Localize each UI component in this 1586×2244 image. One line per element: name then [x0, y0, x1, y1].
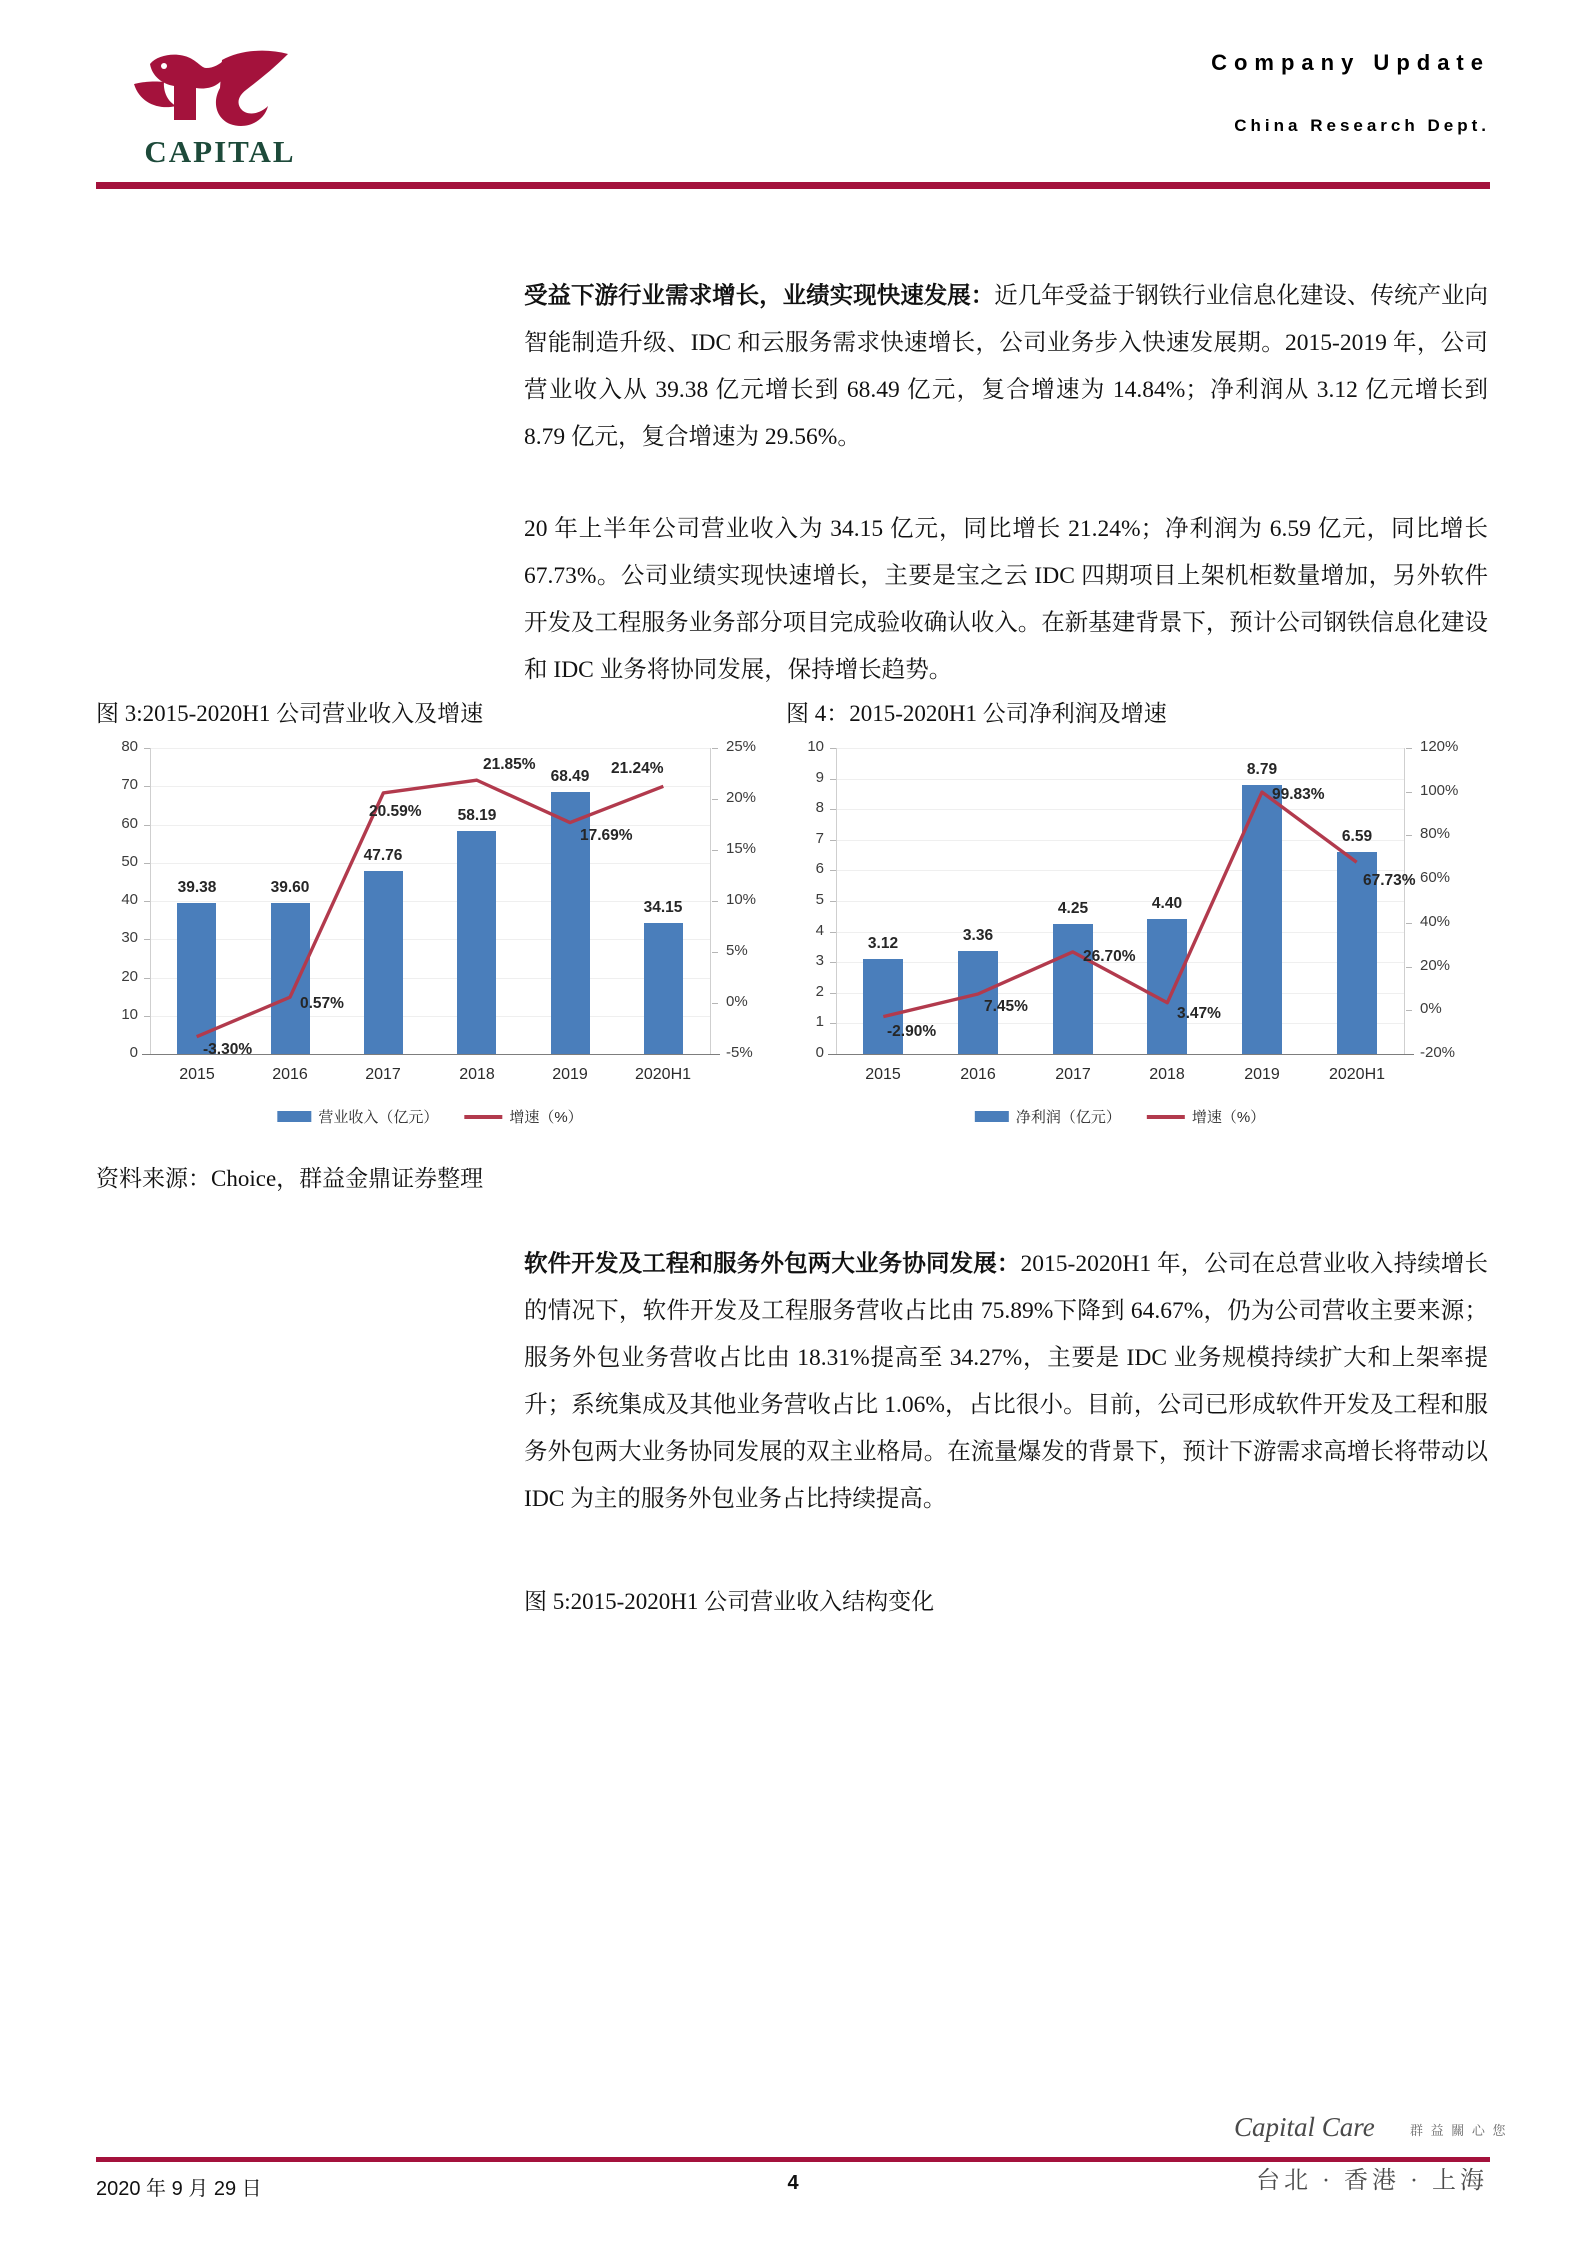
y2-axis-tick [712, 748, 718, 749]
paragraph-1 [524, 272, 1488, 461]
footer-logo-cn-small: 群 益 關 心 您 [1410, 2123, 1508, 2138]
line-value-label-2016: 7.45% [984, 998, 1028, 1015]
y-axis-tick-label: 30 [121, 929, 138, 946]
y-axis-tick-label: 80 [121, 738, 138, 755]
y2-axis-tick [712, 799, 718, 800]
grid-line [150, 1016, 710, 1017]
legend-item-line[interactable] [464, 1106, 582, 1127]
paragraph-block-3 [524, 1240, 1488, 1523]
legend-bar-swatch-icon [277, 1111, 311, 1122]
y2-axis-tick-label: 5% [726, 942, 748, 959]
y2-axis-tick [1406, 748, 1412, 749]
paragraph-1-text: 近几年受益于钢铁行业信息化建设、传统产业向智能制造升级、IDC 和云服务需求快速增长，公司业务步入快速发展期。2015-2019 年，公司营业收入从 39.38 亿元增长到 68.49 亿元，复合增速为 14.84%；净利润从 3.12 亿元增长到 8.79 亿元，复合增速为 29.56%。 [524, 283, 1488, 450]
paragraph-3-lead: 软件开发及工程和服务外包两大业务协同发展： [524, 1250, 1021, 1276]
x-axis-tick-label-2018: 2018 [1149, 1066, 1185, 1083]
footer-logo-cities: 台北 · 香港 · 上海 [1256, 2168, 1488, 2194]
grid-line [836, 748, 1404, 749]
chart-legend [277, 1106, 582, 1127]
y2-axis-tick-label: 15% [726, 840, 757, 857]
y2-axis-line [710, 748, 711, 1054]
y2-axis-tick [1406, 923, 1412, 924]
line-value-label-2020H1: 21.24% [611, 760, 664, 777]
line-value-label-2018: 3.47% [1177, 1005, 1221, 1022]
page-header [96, 28, 1490, 178]
bar-value-label-2018: 58.19 [457, 807, 497, 824]
y2-axis-tick-label: 25% [726, 738, 757, 755]
grid-line [150, 939, 710, 940]
legend-line-swatch-icon [464, 1115, 502, 1119]
grid-line [150, 978, 710, 979]
legend-label: 净利润（亿元） [1015, 1109, 1121, 1126]
y-axis-tick-label: 3 [815, 952, 824, 969]
y2-axis-tick-label: 10% [726, 891, 757, 908]
footer-page-number: 4 [787, 2172, 799, 2194]
bar-value-label-2015: 39.38 [177, 879, 217, 896]
y2-axis-tick [712, 952, 718, 953]
y2-axis-tick [712, 901, 718, 902]
figure-4-netprofit-growth-chart [794, 726, 1484, 1146]
header-divider [96, 182, 1490, 189]
x-axis-tick-label-2015: 2015 [865, 1066, 901, 1083]
grid-line [150, 863, 710, 864]
figure-5-title: 图 5:2015-2020H1 公司营业收入结构变化 [524, 1589, 935, 1614]
grid-line [150, 748, 710, 749]
grid-line [150, 786, 710, 787]
paragraph-block-2 [524, 506, 1488, 694]
y-axis-tick-label: 1 [815, 1013, 824, 1030]
y2-axis-tick [1406, 835, 1412, 836]
bar-value-label-2017: 4.25 [1057, 900, 1089, 917]
bar-2017 [364, 871, 403, 1054]
x-axis-tick-label-2016: 2016 [272, 1066, 308, 1083]
x-axis-tick-label-2017: 2017 [365, 1066, 401, 1083]
y-axis-tick-label: 9 [815, 769, 824, 786]
y-axis-tick-label: 5 [815, 891, 824, 908]
grid-line [150, 825, 710, 826]
footer-logo-en: Capital Care [1234, 2112, 1375, 2142]
grid-line [836, 779, 1404, 780]
source-note: 资料来源：Choice，群益金鼎证券整理 [96, 1166, 484, 1191]
y-axis-tick-label: 0 [815, 1044, 824, 1061]
y-axis-tick-label: 4 [815, 922, 824, 939]
y2-axis-tick-label: 60% [1420, 869, 1451, 886]
legend-line-swatch-icon [1147, 1115, 1185, 1119]
y-axis-tick-label: 0 [129, 1044, 138, 1061]
paragraph-2 [524, 506, 1488, 694]
y-axis-tick-label: 40 [121, 891, 138, 908]
line-value-label-2016: 0.57% [300, 995, 344, 1012]
y-axis-line [150, 748, 151, 1054]
legend-item-bar[interactable] [975, 1106, 1121, 1127]
legend-item-bar[interactable] [277, 1106, 438, 1127]
grid-line [836, 809, 1404, 810]
line-value-label-2020H1: 67.73% [1363, 872, 1416, 889]
bar-value-label-2016: 39.60 [270, 879, 310, 896]
y-axis-tick-label: 20 [121, 968, 138, 985]
grid-line [836, 993, 1404, 994]
x-axis-tick-label-2015: 2015 [179, 1066, 215, 1083]
line-value-label-2019: 17.69% [580, 827, 633, 844]
x-axis-tick-label-2020H1: 2020H1 [1328, 1066, 1386, 1083]
line-value-label-2017: 20.59% [369, 803, 422, 820]
x-axis-tick-label-2018: 2018 [459, 1066, 495, 1083]
line-value-label-2018: 21.85% [483, 756, 536, 773]
capital-care-footer-logo [1234, 2112, 1508, 2216]
bar-2019 [1242, 785, 1282, 1054]
figure-4-title: 图 4：2015-2020H1 公司净利润及增速 [786, 701, 1167, 726]
legend-label: 营业收入（亿元） [318, 1109, 439, 1126]
grid-line [836, 840, 1404, 841]
bar-value-label-2016: 3.36 [962, 927, 994, 944]
bar-2016 [271, 903, 310, 1054]
bar-value-label-2015: 3.12 [867, 935, 899, 952]
line-value-label-2017: 26.70% [1083, 948, 1136, 965]
header-subtitle: China Research Dept. [1234, 116, 1490, 135]
bar-2015 [177, 903, 216, 1054]
bar-value-label-2017: 47.76 [363, 847, 403, 864]
eagle-logo-icon [120, 46, 320, 138]
x-axis-tick-label-2017: 2017 [1055, 1066, 1091, 1083]
y-axis-tick-label: 70 [121, 776, 138, 793]
figure-3-revenue-growth-chart [104, 726, 774, 1146]
paragraph-3 [524, 1240, 1488, 1523]
grid-line [836, 870, 1404, 871]
bar-value-label-2018: 4.40 [1151, 895, 1183, 912]
bar-value-label-2020H1: 34.15 [643, 899, 683, 916]
y2-axis-tick [712, 850, 718, 851]
capital-logo [120, 46, 330, 176]
y2-axis-tick-label: 20% [726, 789, 757, 806]
bar-2020H1 [644, 923, 683, 1054]
y2-axis-tick-label: 120% [1420, 738, 1459, 755]
y2-axis-tick [712, 1003, 718, 1004]
y2-axis-tick-label: 20% [1420, 957, 1451, 974]
x-axis-tick-label-2016: 2016 [960, 1066, 996, 1083]
y-axis-tick-label: 2 [815, 983, 824, 1000]
bar-value-label-2020H1: 6.59 [1341, 828, 1373, 845]
line-value-label-2015: -2.90% [887, 1023, 937, 1040]
y-axis-tick-label: 7 [815, 830, 824, 847]
x-axis-tick-label-2020H1: 2020H1 [634, 1066, 692, 1083]
x-axis-tick-label-2019: 2019 [552, 1066, 588, 1083]
paragraph-block-1 [524, 272, 1488, 461]
y2-axis-tick-label: 80% [1420, 825, 1451, 842]
chart-legend [975, 1106, 1265, 1127]
y-axis-line [836, 748, 837, 1054]
y-axis-tick-label: 50 [121, 853, 138, 870]
line-value-label-2019: 99.83% [1272, 786, 1325, 803]
bar-value-label-2019: 8.79 [1246, 761, 1278, 778]
y2-axis-tick [1406, 1010, 1412, 1011]
x-axis-line [828, 1054, 1414, 1055]
y2-axis-tick [1406, 967, 1412, 968]
grid-line [836, 901, 1404, 902]
figure-3-title: 图 3:2015-2020H1 公司营业收入及增速 [96, 701, 484, 726]
header-title: Company Update [1211, 50, 1490, 75]
y2-axis-tick-label: 40% [1420, 913, 1451, 930]
paragraph-2-text: 20 年上半年公司营业收入为 34.15 亿元，同比增长 21.24%；净利润为 6.59 亿元，同比增长 67.73%。公司业绩实现快速增长，主要是宝之云 IDC 四期项目上架机柜数量增加，另外软件开发及工程服务业务部分项目完成验收确认收入。在新基建背景下，预计公司钢铁信息化建设和 IDC 业务将协同发展，保持增长趋势。 [524, 516, 1488, 683]
grid-line [836, 932, 1404, 933]
y2-axis-tick-label: -5% [726, 1044, 753, 1061]
y2-axis-tick-label: 100% [1420, 782, 1459, 799]
y-axis-tick-label: 10 [807, 738, 824, 755]
legend-bar-swatch-icon [975, 1111, 1009, 1122]
capital-logo-wordmark: CAPITAL [144, 134, 296, 169]
bar-2018 [457, 831, 496, 1054]
line-value-label-2015: -3.30% [203, 1041, 253, 1058]
grid-line [150, 901, 710, 902]
bar-2018 [1147, 919, 1187, 1054]
y-axis-tick-label: 8 [815, 799, 824, 816]
y2-axis-tick-label: -20% [1420, 1044, 1456, 1061]
y2-axis-tick [1406, 792, 1412, 793]
paragraph-3-text: 2015-2020H1 年，公司在总营业收入持续增长的情况下，软件开发及工程服务营收占比由 75.89%下降到 64.67%，仍为公司营收主要来源；服务外包业务营收占比由 18.31%提高至 34.27%，主要是 IDC 业务规模持续扩大和上架率提升；系统集成及其他业务营收占比 1.06%，占比很小。目前，公司已形成软件开发及工程和服务外包两大业务协同发展的双主业格局。在流量爆发的背景下，预计下游需求高增长将带动以 IDC 为主的服务外包业务占比持续提高。 [524, 1251, 1488, 1512]
bar-value-label-2019: 68.49 [550, 768, 590, 785]
y-axis-tick-label: 6 [815, 860, 824, 877]
x-axis-tick-label-2019: 2019 [1244, 1066, 1280, 1083]
y2-axis-tick-label: 0% [726, 993, 748, 1010]
legend-item-line[interactable] [1147, 1106, 1265, 1127]
y-axis-tick-label: 60 [121, 815, 138, 832]
bar-2017 [1053, 924, 1093, 1054]
footer-date: 2020 年 9 月 29 日 [96, 2178, 262, 2200]
paragraph-1-lead: 受益下游行业需求增长，业绩实现快速发展： [524, 282, 995, 308]
y2-axis-line [1404, 748, 1405, 1054]
y2-axis-tick-label: 0% [1420, 1000, 1442, 1017]
y-axis-tick-label: 10 [121, 1006, 138, 1023]
legend-label: 增速（%） [509, 1109, 583, 1126]
legend-label: 增速（%） [1191, 1109, 1266, 1126]
